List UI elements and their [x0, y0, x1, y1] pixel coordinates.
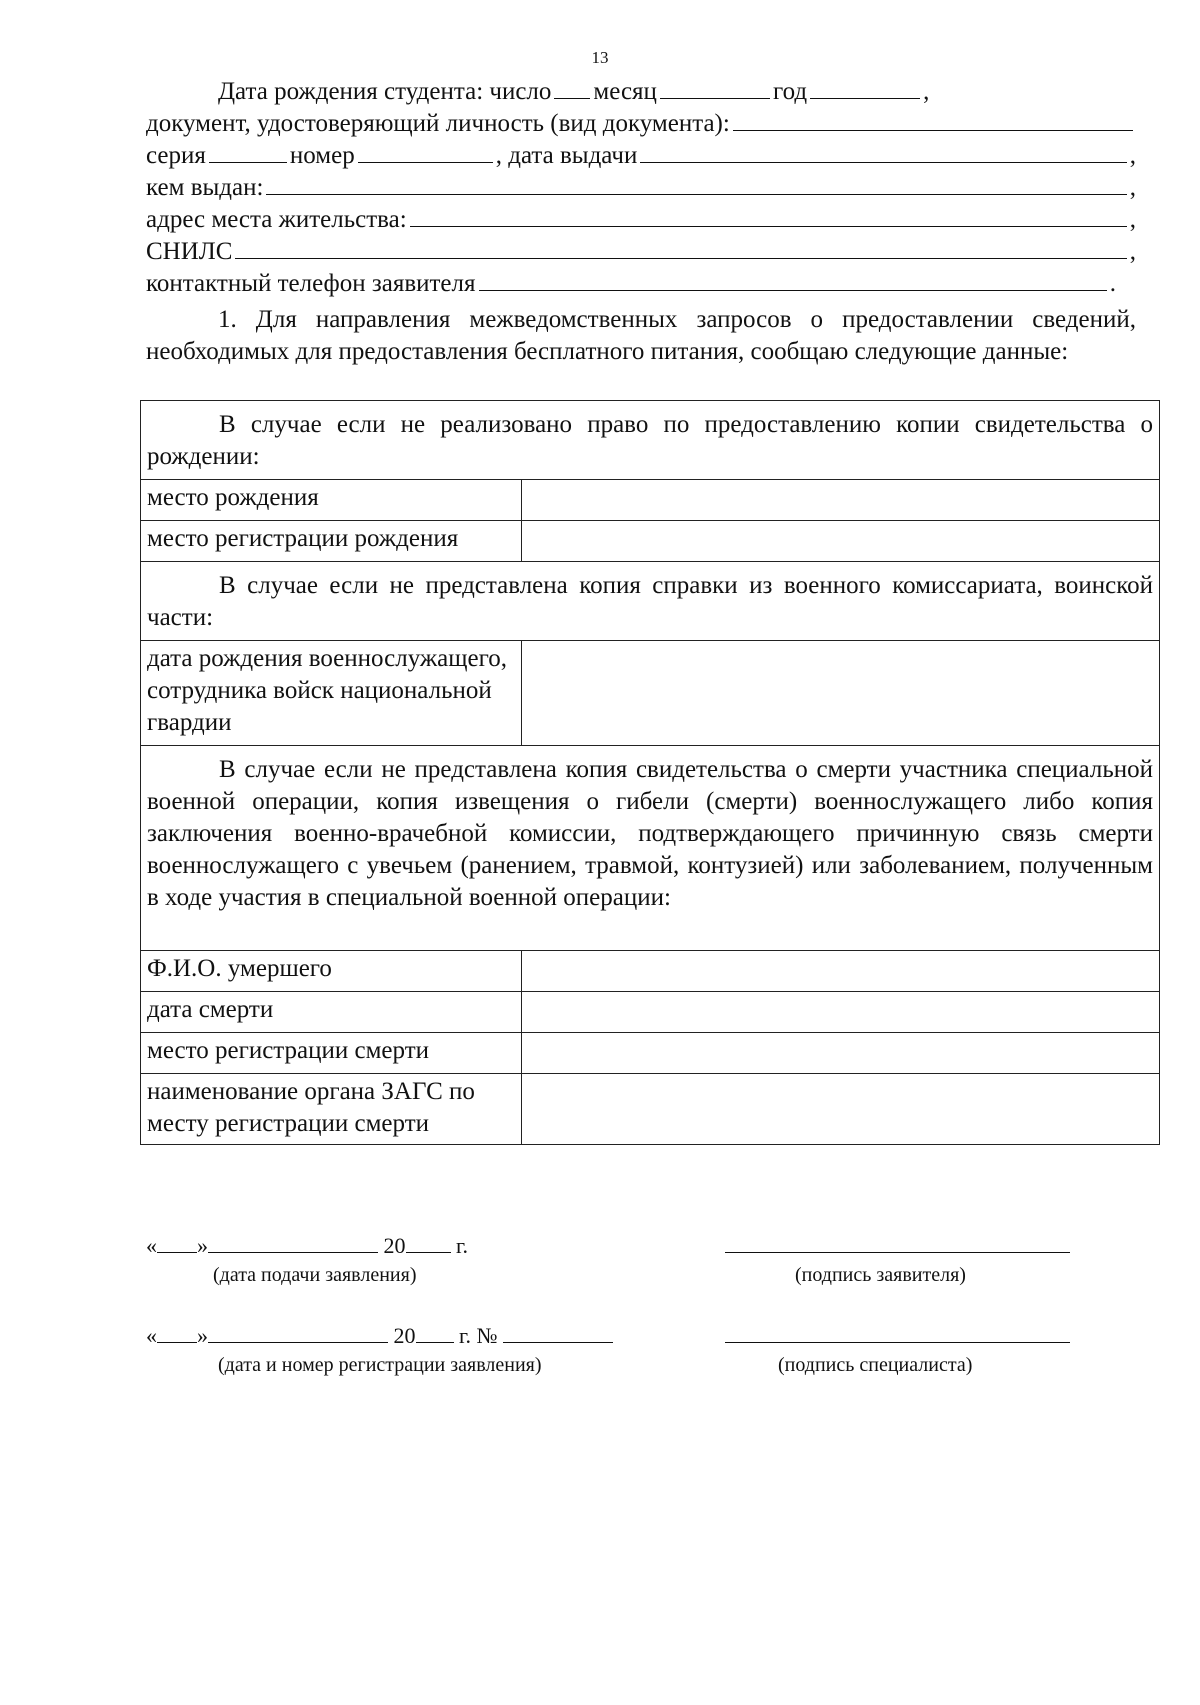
- death-registration-label: место регистрации смерти: [141, 1033, 522, 1074]
- request-paragraph-text: 1. Для направления межведомственных запросов о предоставлении сведений, необходимых для предоставления бесплатного питания, сообщаю следующие данные:: [146, 306, 1136, 365]
- birth-date-line: Дата рождения студента: число месяц год ,: [146, 74, 1136, 106]
- page-number: 13: [591, 48, 609, 67]
- deceased-name-value[interactable]: [522, 951, 1160, 992]
- snils-line: СНИЛС ,: [146, 234, 1136, 266]
- submission-date-line: « » 20 г.: [146, 1233, 469, 1258]
- address-label: адрес места жительства:: [146, 206, 407, 233]
- registry-office-label: наименование органа ЗАГС по месту регистрации смерти: [141, 1074, 522, 1145]
- birth-place-label: место рождения: [141, 480, 522, 521]
- table-row: [141, 746, 1160, 951]
- birth-month-label: месяц: [593, 78, 657, 105]
- issue-date-field[interactable]: [640, 138, 1126, 163]
- table-row: [141, 951, 1160, 992]
- snils-label: СНИЛС: [146, 238, 233, 265]
- number-field[interactable]: [358, 138, 493, 163]
- registration-line: « » 20 г. №: [146, 1322, 613, 1349]
- section-military-certificate: В случае если не представлена копия справки из военного комиссариата, воинской части:: [141, 562, 1160, 641]
- request-paragraph: [146, 304, 1136, 368]
- registry-office-value[interactable]: [522, 1074, 1160, 1145]
- registration-year-field[interactable]: [416, 1322, 454, 1343]
- information-table: [140, 400, 1160, 1145]
- series-label: серия: [146, 142, 206, 169]
- applicant-signature-line[interactable]: [725, 1252, 1070, 1253]
- phone-field[interactable]: [479, 266, 1107, 291]
- applicant-form: [146, 74, 1136, 298]
- applicant-signature-caption: (подпись заявителя): [795, 1264, 966, 1286]
- registration-caption: (дата и номер регистрации заявления): [218, 1354, 542, 1376]
- issue-date-label: , дата выдачи: [495, 142, 638, 169]
- death-date-value[interactable]: [522, 992, 1160, 1033]
- submission-month-field[interactable]: [208, 1232, 378, 1253]
- series-field[interactable]: [209, 138, 287, 163]
- specialist-signature-caption: (подпись специалиста): [778, 1354, 973, 1376]
- birth-registration-label: место регистрации рождения: [141, 521, 522, 562]
- table-row: [141, 1033, 1160, 1074]
- section-birth-certificate: В случае если не реализовано право по предоставлению копии свидетельства о рождении:: [141, 401, 1160, 480]
- birth-place-value[interactable]: [522, 480, 1160, 521]
- table-row: [141, 992, 1160, 1033]
- birth-year-label: год: [772, 78, 808, 105]
- registration-month-field[interactable]: [208, 1322, 388, 1343]
- submission-date-caption: (дата подачи заявления): [213, 1264, 417, 1286]
- death-registration-value[interactable]: [522, 1033, 1160, 1074]
- birth-registration-value[interactable]: [522, 521, 1160, 562]
- series-number-line: серия номер , дата выдачи ,: [146, 138, 1136, 170]
- id-document-label: документ, удостоверяющий личность (вид документа):: [146, 110, 730, 137]
- submission-year-field[interactable]: [406, 1232, 451, 1253]
- table-row: [141, 401, 1160, 480]
- address-field[interactable]: [410, 202, 1127, 227]
- table-row: [141, 1074, 1160, 1145]
- section-death-certificate: В случае если не представлена копия свидетельства о смерти участника специальной военной операции, копия извещения о гибели (смерти) военнослужащего либо копия заключения военно-врачебной комиссии, подтверждающего причинную связь смерти военнослужащего с увечьем (ранением, травмой, контузией) или заболеванием, полученным в ходе участия в специальной военной операции:: [141, 746, 1160, 951]
- snils-field[interactable]: [235, 234, 1126, 259]
- military-birth-date-label: дата рождения военнослужащего, сотрудника войск национальной гвардии: [141, 641, 522, 746]
- birth-day-field[interactable]: [554, 74, 590, 99]
- phone-label: контактный телефон заявителя: [146, 270, 476, 297]
- birth-year-field[interactable]: [810, 74, 920, 99]
- death-date-label: дата смерти: [141, 992, 522, 1033]
- submission-day-field[interactable]: [157, 1232, 197, 1253]
- table-row: [141, 480, 1160, 521]
- issued-by-label: кем выдан:: [146, 174, 264, 201]
- table-row: [141, 641, 1160, 746]
- address-line: адрес места жительства: ,: [146, 202, 1136, 234]
- issued-by-line: кем выдан: ,: [146, 170, 1136, 202]
- birth-date-label: Дата рождения студента: число: [218, 78, 552, 105]
- phone-line: контактный телефон заявителя .: [146, 266, 1136, 298]
- id-document-line: [146, 106, 1136, 138]
- registration-number-field[interactable]: [503, 1322, 613, 1343]
- issued-by-field[interactable]: [266, 170, 1126, 195]
- table-row: [141, 562, 1160, 641]
- id-document-field[interactable]: [733, 106, 1133, 131]
- deceased-name-label: Ф.И.О. умершего: [141, 951, 522, 992]
- military-birth-date-value[interactable]: [522, 641, 1160, 746]
- table-row: [141, 521, 1160, 562]
- registration-day-field[interactable]: [157, 1322, 197, 1343]
- specialist-signature-line[interactable]: [725, 1342, 1070, 1343]
- number-label: номер: [289, 142, 355, 169]
- birth-month-field[interactable]: [660, 74, 770, 99]
